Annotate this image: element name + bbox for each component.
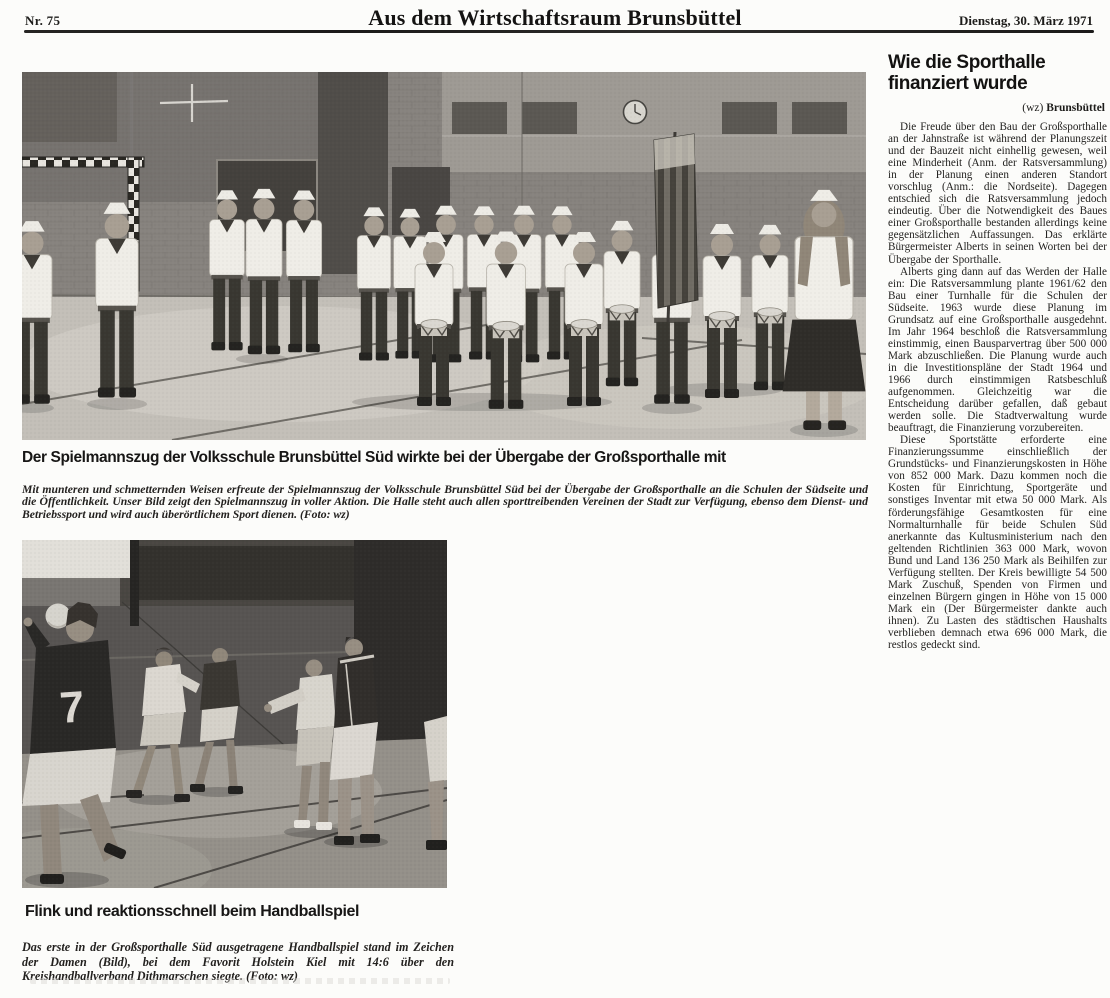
print-bleed-artifact bbox=[30, 978, 450, 984]
article-headline bbox=[888, 52, 1107, 94]
handball-photo bbox=[22, 540, 447, 888]
finance-article bbox=[888, 52, 1107, 651]
band-photo bbox=[22, 72, 866, 440]
handball-photo-illustration bbox=[22, 540, 447, 888]
handball-caption-headline: Flink und reaktionsschnell beim Handballspiel bbox=[25, 903, 360, 920]
header-divider bbox=[24, 30, 1094, 33]
band-photo-illustration bbox=[22, 72, 866, 440]
photo-grain bbox=[22, 72, 866, 440]
masthead-title: Aus dem Wirtschaftsraum Brunsbüttel bbox=[368, 5, 742, 30]
article-headline-line1: Wie die Sporthalle bbox=[888, 52, 1046, 73]
article-headline-line2: finanziert wurde bbox=[888, 73, 1028, 94]
article-body bbox=[888, 121, 1107, 651]
band-caption-text: Mit munteren und schmetternden Weisen erfreute der Spielmannszug der Volksschule Brunsbüttel Süd bei der Übergabe der Großsporthalle an die Schulen der Südseite und die Öffentlichkeit. Unser Bild zeigt den Spielmannszug in voller Aktion. Die Halle steht auch allen sporttreibenden Vereinen der Stadt zur Verfügung, ebenso dem Dienst- und Betriebssport und wird auch überörtlichem Sport dienen. (Foto: wz) bbox=[22, 482, 868, 521]
band-caption-headline: Der Spielmannszug der Volksschule Brunsbüttel Süd wirkte bei der Übergabe der Großsporthalle mit bbox=[22, 449, 726, 466]
article-byline bbox=[888, 102, 1105, 114]
article-paragraph: Die Freude über den Bau der Großsporthalle an der Jahnstraße ist während der Planungszeit und der Bauzeit nicht einhellig gewesen, weil eine Minderheit (Anm. der Ratsversammlung) in der Planung einen anderen Standort vorschlug (Anm.: die Nordseite). Dagegen entschied sich die Ratsversammlung jedoch eindeutig. Über die Notwendigkeit des Baues einer Großsporthalle bestanden allerdings keine gegensätzlichen Auffassungen. Das erklärte Bürgermeister Alberts in seinen Worten bei der Übergabe der Sporthalle. bbox=[888, 121, 1107, 266]
byline-location: Brunsbüttel bbox=[1046, 102, 1105, 114]
article-paragraph: Diese Sportstätte erforderte eine Finanzierungssumme einschließlich der Grundstücks- und Finanzierungskosten in Höhe von 852 000 Mark. Dazu kommen noch die Kosten für Einrichtung, Sportgeräte und sonstiges Inventar mit etwa 50 000 Mark. Als förderungsfähige Gesamtkosten für eine Normalturnhalle für beide Schulen Süd anerkannte das Kultusministerium nach den geltenden Richtlinien 363 000 Mark, wovon Bund und Land 136 250 Mark als Beihilfen zur Verfügung stellten. Der Kreis bewilligte 54 500 Mark Zuschuß, Spenden von Firmen und einzelnen Bürgern gingen in Höhe von 15 000 Mark ein (Der Bürgermeister dankte auch ihnen). Zu Lasten des städtischen Haushalts verblieben demnach etwa 696 000 Mark, die restlos gedeckt sind. bbox=[888, 434, 1107, 652]
edition-date: Dienstag, 30. März 1971 bbox=[959, 13, 1093, 28]
issue-number: Nr. 75 bbox=[25, 13, 61, 28]
handball-caption-text: Das erste in der Großsporthalle Süd ausgetragene Handballspiel stand im Zeichen der Damen (Bild), bei dem Favorit Holstein Kiel mit 14:6 über den Kreishandballverband Dithmarschen siegte. (Foto: wz) bbox=[22, 940, 454, 984]
photo-grain bbox=[22, 540, 447, 888]
article-paragraph: Alberts ging dann auf das Werden der Halle ein: Die Ratsversammlung plante 1961/62 den Bau einer Turnhalle für die Schulen der Südseite. 1963 wurde diese Planung im Grundsatz auf eine Großsporthalle ausgedehnt. Im Jahr 1964 beschloß die Ratsversammlung einstimmig, einen Bausparvertrag über 500 000 Mark abzuschließen. Die Planung wurde auch in die Investitionspläne der Stadt 1964 und 1966 durch einstimmigen Ratsbeschluß aufgenommen. Gleichzeitig war die Entscheidung darüber gefallen, daß gebaut werden solle. Die Stadtverwaltung wurde beauftragt, die Finanzierung vorzubereiten. bbox=[888, 265, 1107, 435]
byline-agency: (wz) bbox=[1022, 102, 1044, 114]
